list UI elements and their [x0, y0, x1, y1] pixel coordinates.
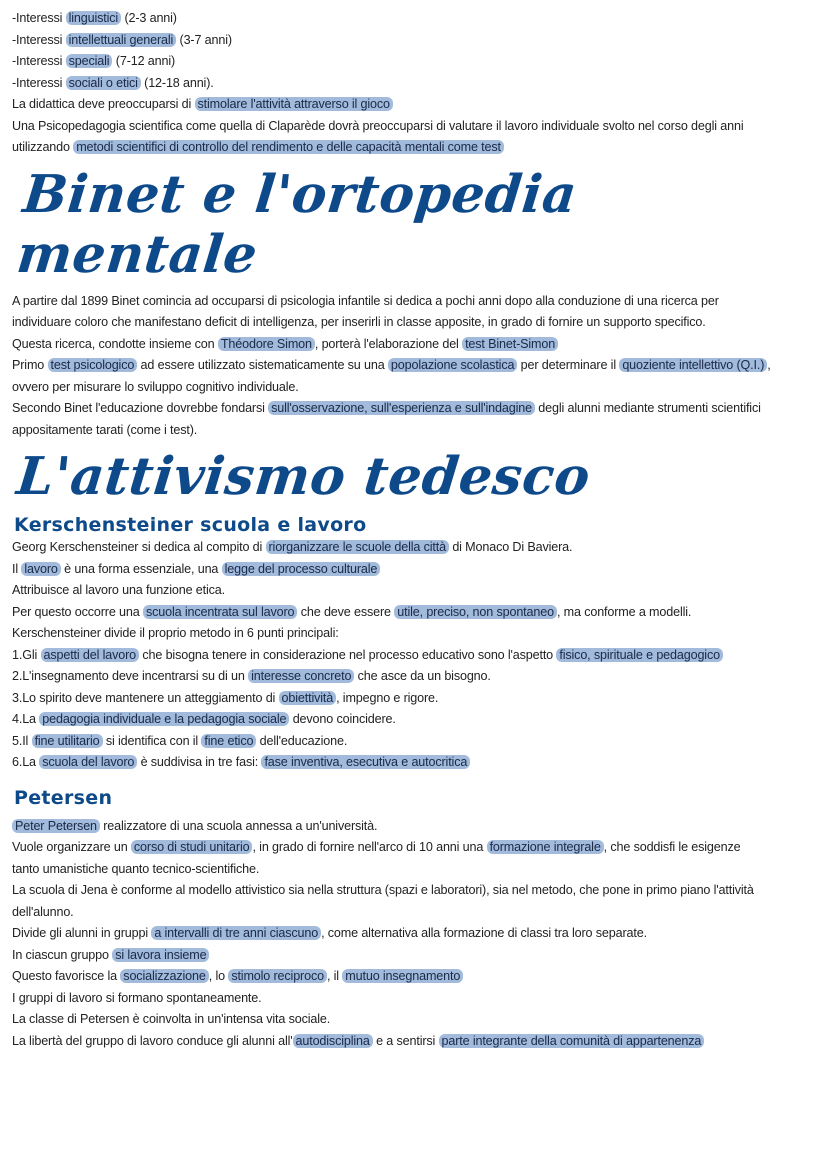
highlight: test Binet-Simon — [462, 337, 558, 351]
petersen-p9: I gruppi di lavoro si formano spontaneamente. — [12, 990, 262, 1005]
petersen-p6: Divide gli alunni in gruppi a intervalli di tre anni ciascuno , come alternativa alla formazione di classi tra loro separate. — [12, 926, 647, 940]
methods-line: utilizzando metodi scientifici di controllo del rendimento e delle capacità mentali come test — [12, 137, 816, 159]
highlight: speciali — [66, 54, 113, 68]
highlight: pedagogia individuale e la pedagogia sociale — [39, 712, 289, 726]
petersen-p11: La libertà del gruppo di lavoro conduce gli alunni all' autodisciplina e a sentirsi parte integrante della comunità di appartenenza — [12, 1031, 816, 1053]
kersch-point-2: 2.L'insegnamento deve incentrarsi su di un interesse concreto che asce da un bisogno. — [12, 669, 491, 683]
highlight: metodi scientifici di controllo del rendimento e delle capacità mentali come test — [73, 140, 504, 154]
binet-p4: Primo test psicologico ad essere utilizzato sistematicamente su una popolazione scolastica per determinare il quoziente intellettivo (Q.I.) , — [12, 358, 771, 372]
binet-p6: Secondo Binet l'educazione dovrebbe fondarsi sull'osservazione, sull'esperienza e sull'indagine degli alunni mediante strumenti scientifici — [12, 401, 761, 415]
highlight: stimolo reciproco — [228, 969, 327, 983]
highlight: obiettività — [279, 691, 337, 705]
highlight: Peter Petersen — [12, 819, 100, 833]
kersch-point-3: 3.Lo spirito deve mantenere un atteggiamento di obiettività , impegno e rigore. — [12, 690, 439, 705]
highlight: socializzazione — [120, 969, 208, 983]
kersch-point-5: 5.Il fine utilitario si identifica con il fine etico dell'educazione. — [12, 733, 348, 748]
subheading-kerschensteiner: Kerschensteiner scuola e lavoro — [14, 514, 367, 536]
highlight: mutuo insegnamento — [342, 969, 463, 983]
highlight: legge del processo culturale — [222, 562, 381, 576]
kersch-p4: Per questo occorre una scuola incentrata sul lavoro che deve essere utile, preciso, non spontaneo , ma conforme a modelli. — [12, 604, 692, 619]
highlight: intellettuali generali — [66, 33, 177, 47]
kersch-point-4: 4.La pedagogia individuale e la pedagogia sociale devono coincidere. — [12, 712, 396, 726]
highlight: fine utilitario — [32, 734, 103, 748]
highlight: utile, preciso, non spontaneo — [394, 605, 557, 619]
binet-p3: Questa ricerca, condotte insieme con Théodore Simon , porterà l'elaborazione del test Binet-Simon — [12, 334, 816, 356]
kersch-p5: Kerschensteiner divide il proprio metodo in 6 punti principali: — [12, 626, 339, 640]
kersch-p3: Attribuisce al lavoro una funzione etica. — [12, 583, 225, 597]
petersen-p8: Questo favorisce la socializzazione , lo stimolo reciproco , il mutuo insegnamento — [12, 966, 816, 988]
kersch-point-1: 1.Gli aspetti del lavoro che bisogna tenere in considerazione nel processo educativo sono l'aspetto fisico, spirituale e pedagogico — [12, 645, 816, 667]
highlight: stimolare l'attività attraverso il gioco — [195, 97, 393, 111]
petersen-p3: tanto umanistiche quanto tecnico-scientifiche. — [12, 861, 260, 876]
interests-social: -Interessi sociali o etici (12-18 anni). — [12, 75, 214, 90]
highlight: popolazione scolastica — [388, 358, 517, 372]
highlight: test psicologico — [48, 358, 138, 372]
psicopedagogia-line: Una Psicopedagogia scientifica come quella di Claparède dovrà preoccuparsi di valutare il lavoro individuale svolto nel corso degli anni — [12, 118, 744, 133]
highlight: sociali o etici — [66, 76, 141, 90]
didactics-line: La didattica deve preoccuparsi di stimolare l'attività attraverso il gioco — [12, 94, 816, 116]
kersch-p2: Il lavoro è una forma essenziale, una legge del processo culturale — [12, 559, 816, 581]
binet-p5: ovvero per misurare lo sviluppo cognitivo individuale. — [12, 379, 299, 394]
kersch-p1: Georg Kerschensteiner si dedica al compito di riorganizzare le scuole della città di Monaco Di Baviera. — [12, 540, 573, 554]
highlight: Théodore Simon — [218, 337, 315, 351]
highlight: quoziente intellettivo (Q.I.) — [619, 358, 767, 372]
binet-p2: individuare coloro che manifestano deficit di intelligenza, per inserirli in classe apposite, in grado di fornire un supporto specifico. — [12, 315, 706, 329]
petersen-p4: La scuola di Jena è conforme al modello attivistico sia nella struttura (spazi e laboratori), sia nel metodo, che pone in primo piano l'attività — [12, 883, 754, 897]
kersch-point-6: 6.La scuola del lavoro è suddivisa in tre fasi: fase inventiva, esecutiva e autocritica — [12, 752, 816, 774]
highlight: scuola incentrata sul lavoro — [143, 605, 297, 619]
heading-attivismo: L'attivismo tedesco — [14, 446, 594, 507]
highlight: parte integrante della comunità di appartenenza — [439, 1034, 705, 1048]
heading-binet: Binet e l'ortopedia mentale — [14, 163, 580, 285]
highlight: autodisciplina — [293, 1034, 373, 1048]
subheading-petersen: Petersen — [14, 786, 113, 809]
petersen-p1: Peter Petersen realizzatore di una scuola annessa a un'università. — [12, 816, 816, 838]
binet-p1: A partire dal 1899 Binet comincia ad occuparsi di psicologia infantile si dedica a pochi anni dopo alla conduzione di una ricerca per — [12, 293, 719, 308]
highlight: aspetti del lavoro — [41, 648, 140, 662]
highlight: scuola del lavoro — [39, 755, 137, 769]
highlight: formazione integrale — [487, 840, 604, 854]
interests-special: -Interessi speciali (7-12 anni) — [12, 54, 176, 68]
interests-intellectual: -Interessi intellettuali generali (3-7 anni) — [12, 32, 232, 47]
highlight: fisico, spirituale e pedagogico — [556, 648, 723, 662]
highlight: lavoro — [21, 562, 60, 576]
binet-p7: appositamente tarati (come i test). — [12, 422, 198, 437]
interests-linguistic: -Interessi linguistici (2-3 anni) — [12, 11, 177, 25]
highlight: a intervalli di tre anni ciascuno — [151, 926, 321, 940]
highlight: fine etico — [201, 734, 256, 748]
petersen-p7: In ciascun gruppo si lavora insieme — [12, 945, 816, 967]
petersen-p10: La classe di Petersen è coinvolta in un'intensa vita sociale. — [12, 1012, 331, 1026]
highlight: fase inventiva, esecutiva e autocritica — [261, 755, 470, 769]
highlight: interesse concreto — [248, 669, 354, 683]
highlight: corso di studi unitario — [131, 840, 253, 854]
highlight: linguistici — [66, 11, 121, 25]
petersen-p2: Vuole organizzare un corso di studi unitario , in grado di fornire nell'arco di 10 anni una formazione integrale , che soddisfi le esigenze — [12, 840, 741, 854]
highlight: sull'osservazione, sull'esperienza e sull'indagine — [268, 401, 535, 415]
highlight: si lavora insieme — [112, 948, 209, 962]
highlight: riorganizzare le scuole della città — [266, 540, 449, 554]
petersen-p5: dell'alunno. — [12, 904, 74, 919]
